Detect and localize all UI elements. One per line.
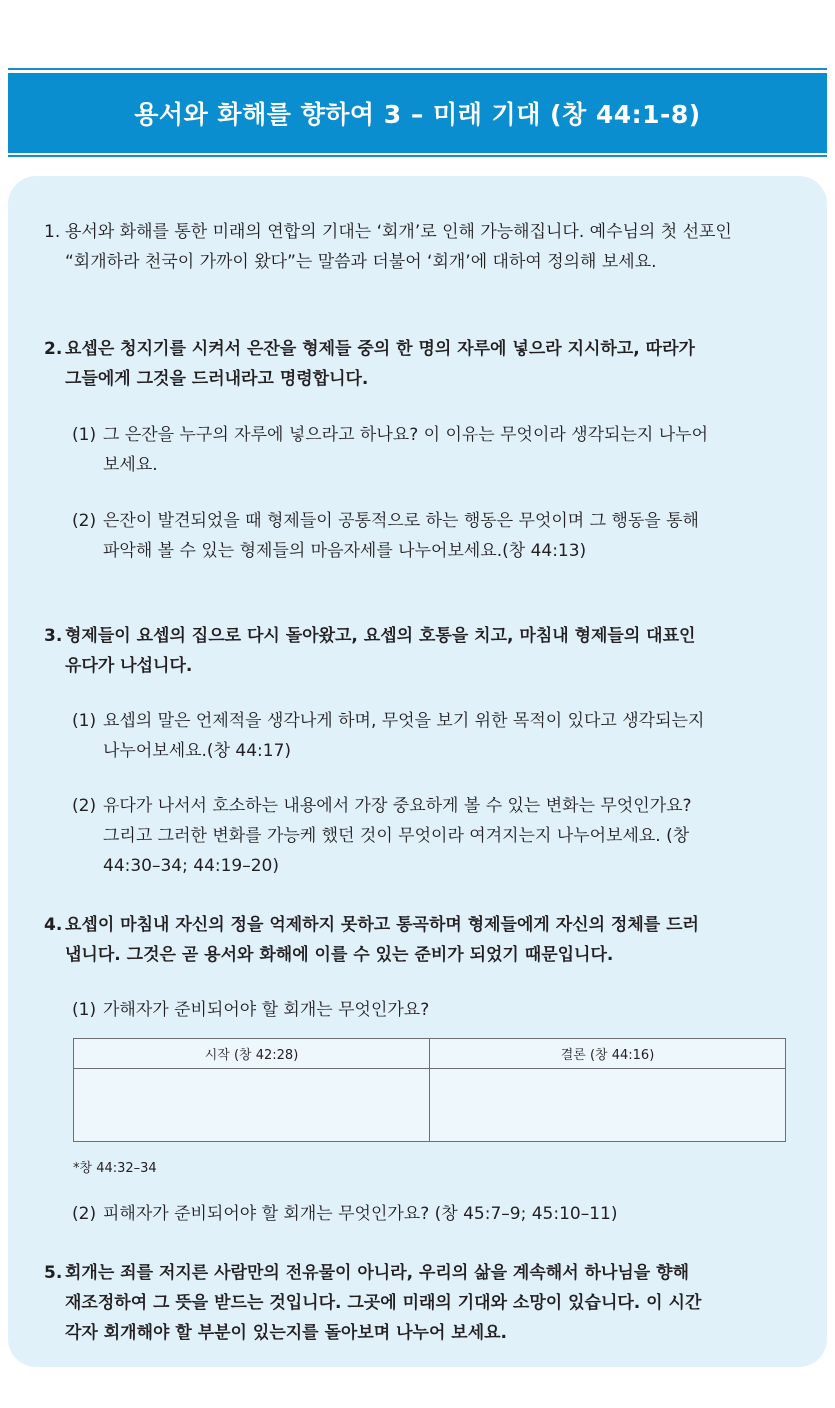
sub-question-number: (1) xyxy=(72,425,97,445)
question-3-sub-2 xyxy=(72,791,787,881)
sub-question-number: (1) xyxy=(72,711,97,731)
question-2-sub-1 xyxy=(72,420,787,480)
sub-question-number: (2) xyxy=(72,796,97,816)
question-text: 용서와 화해를 통한 미래의 연합의 기대는 ‘회개’로 인해 가능해집니다. 예수님의 첫 선포인 xyxy=(65,222,732,242)
question-4-sub-2 xyxy=(72,1199,787,1229)
table-header-row xyxy=(74,1039,785,1069)
question-3-sub-1 xyxy=(72,706,787,766)
question-2 xyxy=(44,334,787,394)
sub-question-number: (2) xyxy=(72,511,97,531)
sub-question-text: 은잔이 발견되었을 때 형제들이 공통적으로 하는 행동은 무엇이며 그 행동을 통해 xyxy=(103,511,699,531)
question-text: 회개는 죄를 저지른 사람만의 전유물이 아니라, 우리의 삶을 계속해서 하나님을 향해 xyxy=(65,1263,689,1283)
question-5 xyxy=(44,1258,787,1348)
header-top-rule xyxy=(8,68,827,70)
table-header-cell: 결론 (창 44:16) xyxy=(429,1039,785,1068)
question-number: 4. xyxy=(44,915,63,935)
question-text: 요셉이 마침내 자신의 정을 억제하지 못하고 통곡하며 형제들에게 자신의 정체를 드러 xyxy=(65,915,699,935)
table-row xyxy=(74,1069,785,1142)
sub-question-text: 44:30–34; 44:19–20) xyxy=(103,856,280,876)
footnote: *창 44:32–34 xyxy=(73,1161,157,1176)
sub-question-number: (2) xyxy=(72,1204,97,1224)
sub-question-number: (1) xyxy=(72,1000,97,1020)
sub-question-text: 보세요. xyxy=(103,455,158,475)
question-text: “회개하라 천국이 가까이 왔다”는 말씀과 더불어 ‘회개’에 대하여 정의해 보세요. xyxy=(65,252,657,272)
question-2-sub-2 xyxy=(72,506,787,566)
question-text: 냅니다. 그것은 곧 용서와 화해에 이를 수 있는 준비가 되었기 때문입니다. xyxy=(65,945,614,965)
question-number: 2. xyxy=(44,339,63,359)
question-text: 유다가 나섭니다. xyxy=(65,656,193,676)
sub-question-text: 피해자가 준비되어야 할 회개는 무엇인가요? (창 45:7–9; 45:10–11) xyxy=(103,1204,618,1224)
sub-question-text: 유다가 나서서 호소하는 내용에서 가장 중요하게 볼 수 있는 변화는 무엇인가요? xyxy=(103,796,692,816)
question-number: 3. xyxy=(44,626,63,646)
table-answer-cell xyxy=(74,1069,429,1142)
question-3 xyxy=(44,621,787,681)
sub-question-text: 그 은잔을 누구의 자루에 넣으라고 하나요? 이 이유는 무엇이라 생각되는지 나누어 xyxy=(103,425,708,445)
question-text: 각자 회개해야 할 부분이 있는지를 돌아보며 나누어 보세요. xyxy=(65,1323,508,1343)
page-title: 용서와 화해를 향하여 3 – 미래 기대 (창 44:1-8) xyxy=(134,100,701,129)
header-bottom-rule xyxy=(8,155,827,157)
question-text: 그들에게 그것을 드러내라고 명령합니다. xyxy=(65,369,369,389)
sub-question-text: 그리고 그러한 변화를 가능케 했던 것이 무엇이라 여겨지는지 나누어보세요. (창 xyxy=(103,826,690,846)
title-banner xyxy=(8,73,827,153)
sub-question-text: 요셉의 말은 언제적을 생각나게 하며, 무엇을 보기 위한 목적이 있다고 생각되는지 xyxy=(103,711,705,731)
table-answer-cell xyxy=(429,1069,785,1142)
table-header-cell: 시작 (창 42:28) xyxy=(204,1048,299,1063)
question-number: 5. xyxy=(44,1263,63,1283)
question-1 xyxy=(44,217,787,277)
sub-question-text: 파악해 볼 수 있는 형제들의 마음자세를 나누어보세요.(창 44:13) xyxy=(103,541,587,561)
answer-table xyxy=(73,1038,786,1142)
sub-question-text: 가해자가 준비되어야 할 회개는 무엇인가요? xyxy=(103,1000,430,1020)
question-text: 형제들이 요셉의 집으로 다시 돌아왔고, 요셉의 호통을 치고, 마침내 형제들의 대표인 xyxy=(65,626,696,646)
question-number: 1. xyxy=(44,222,61,242)
question-text: 재조정하여 그 뜻을 받드는 것입니다. 그곳에 미래의 기대와 소망이 있습니다. 이 시간 xyxy=(65,1293,702,1313)
question-text: 요셉은 청지기를 시켜서 은잔을 형제들 중의 한 명의 자루에 넣으라 지시하고, 따라가 xyxy=(65,339,695,359)
sub-question-text: 나누어보세요.(창 44:17) xyxy=(103,741,292,761)
question-4 xyxy=(44,910,787,970)
question-4-sub-1 xyxy=(72,995,787,1025)
